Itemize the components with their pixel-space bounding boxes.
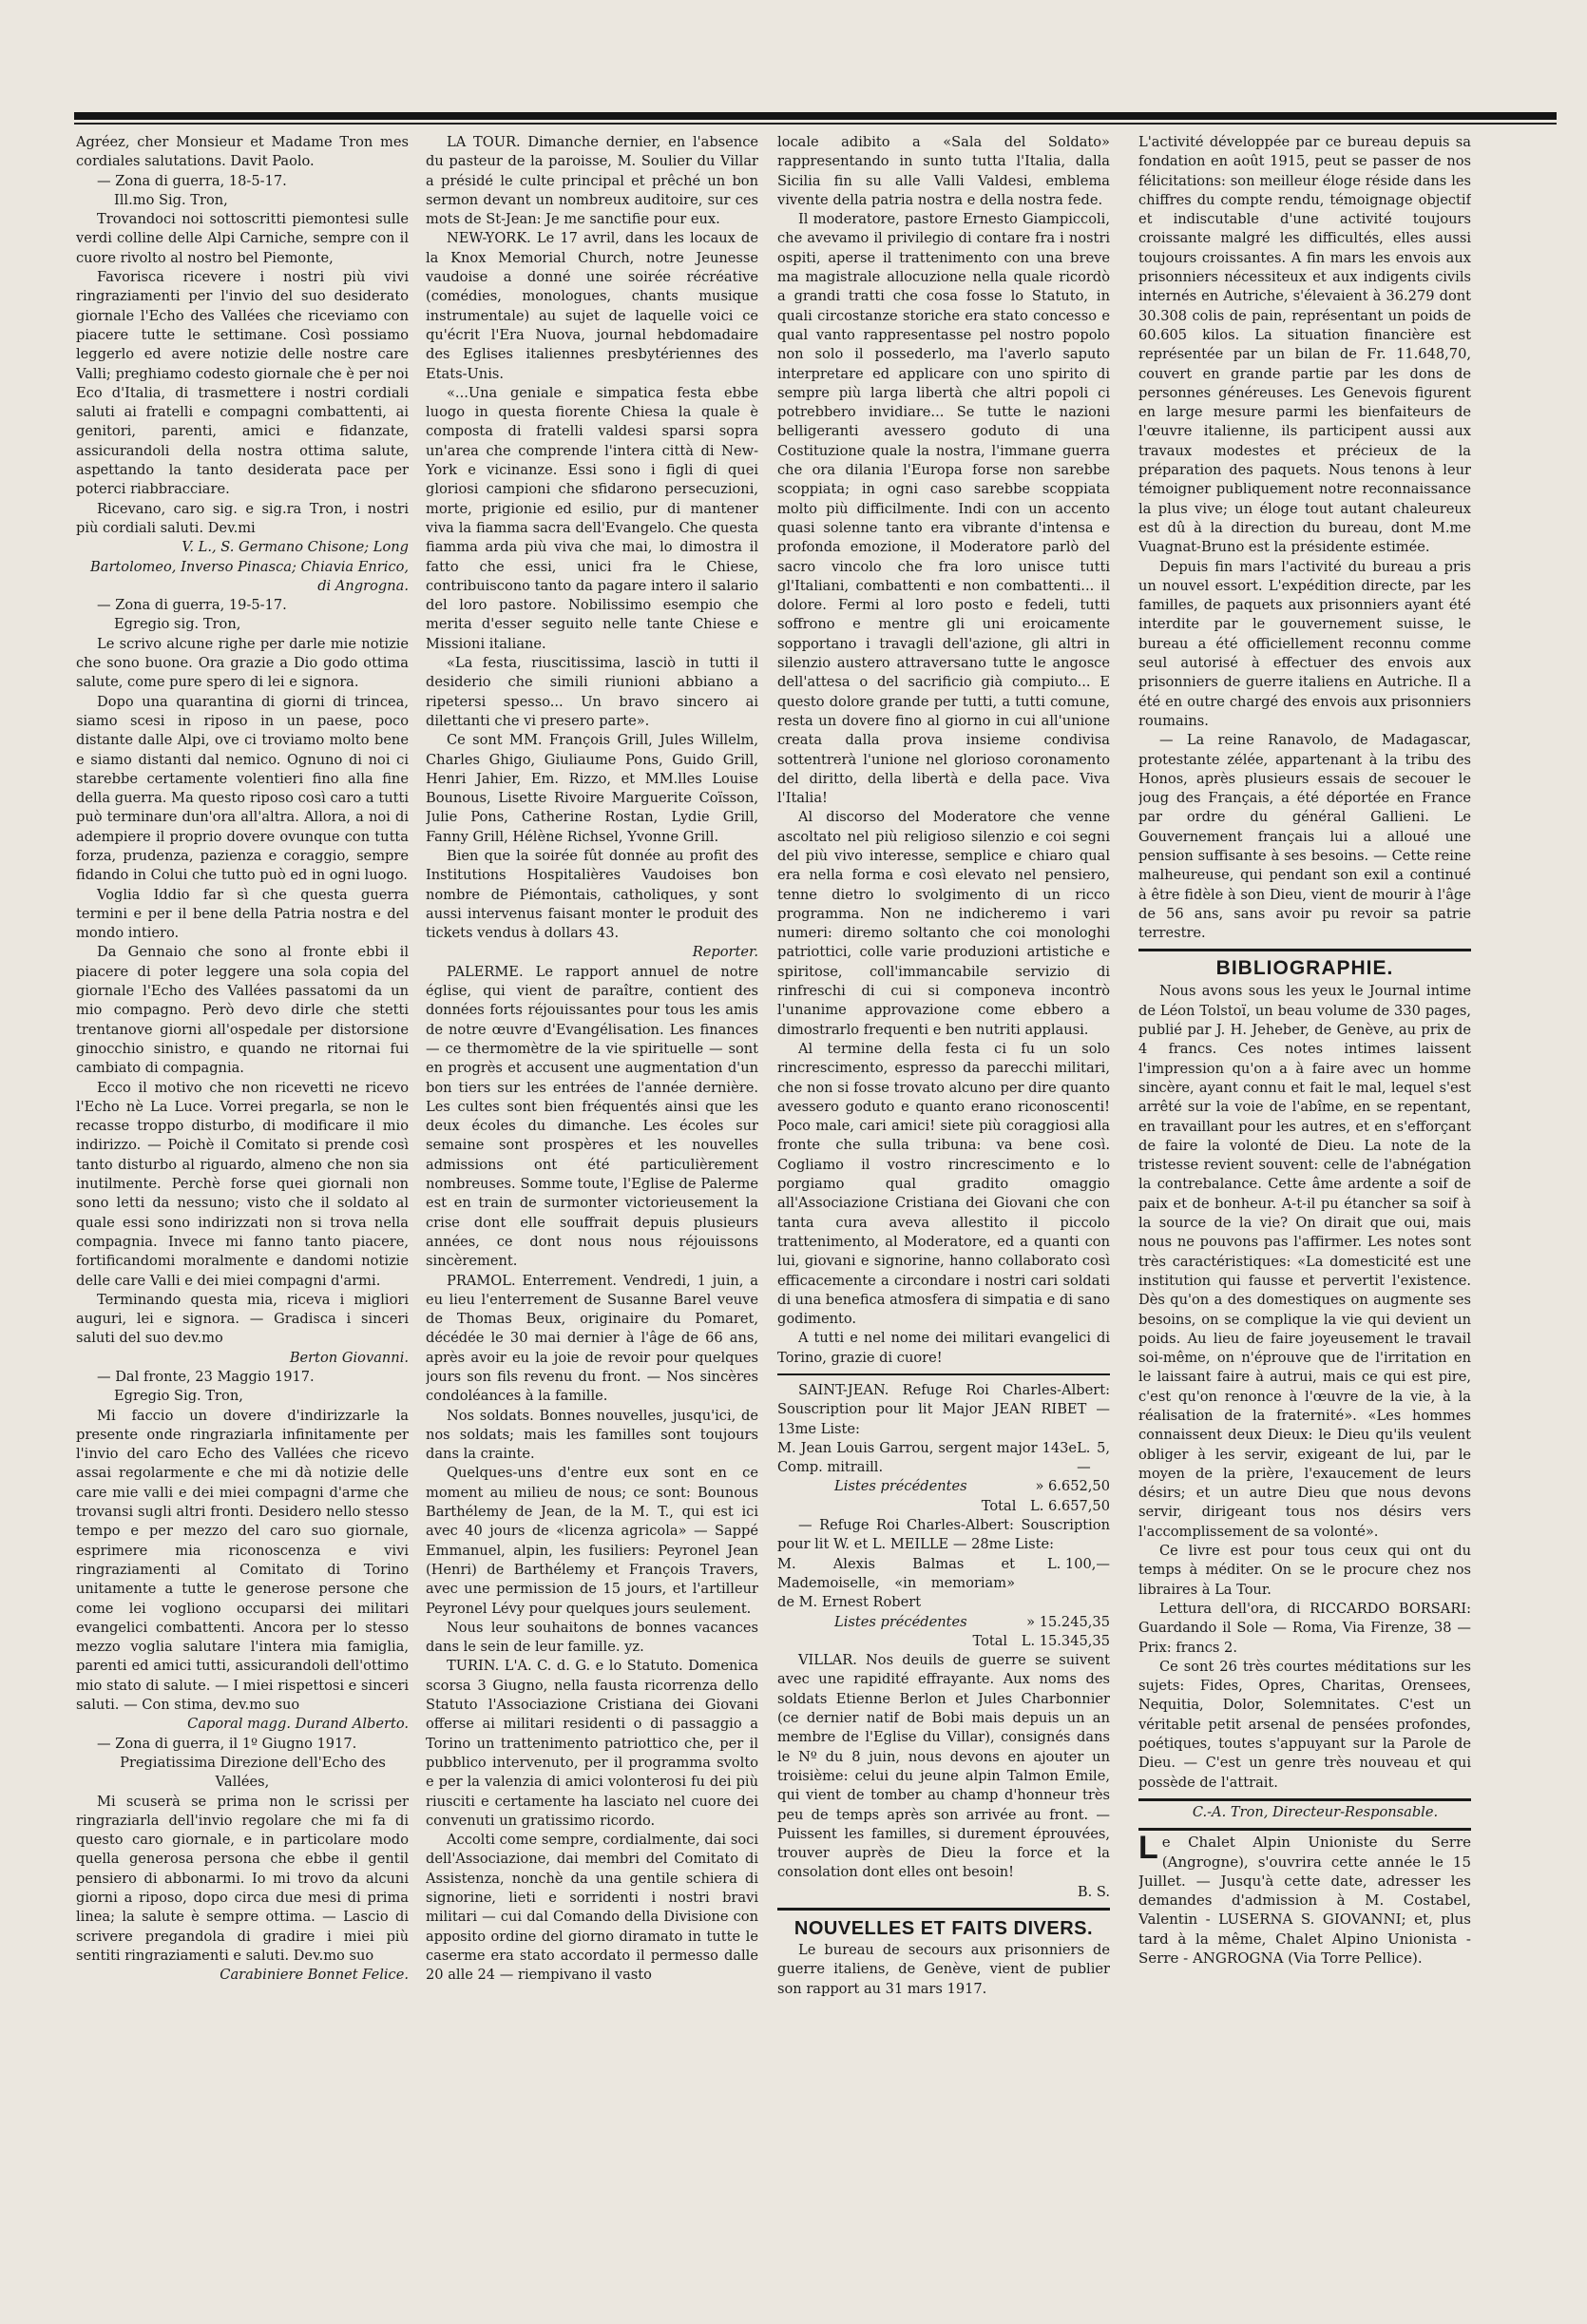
signature: B. S. xyxy=(1077,1883,1110,1900)
salutation: Pregiatissima Direzione dell'Echo des Vallées, xyxy=(120,1754,386,1791)
signature: Reporter. xyxy=(692,944,758,961)
salutation: Egregio Sig. Tron, xyxy=(114,1388,243,1405)
signature: Caporal magg. Durand Alberto. xyxy=(187,1716,409,1733)
paragraph: Nous leur souhaitons de bonnes vacances dans le sein de leur famille. yz. xyxy=(426,1619,758,1656)
paragraph: Ce livre est pour tous ceux qui ont du temps à méditer. On se le procure chez nos libraires à La Tour. xyxy=(1138,1543,1471,1598)
paragraph: Trovandoci noi sottoscritti piemontesi sulle verdi colline delle Alpi Carniche, sempre con il cuore rivolto al nostro bel Piemonte, xyxy=(76,211,409,266)
news-item-la-tour: LA TOUR. Dimanche dernier, en l'absence du pasteur de la paroisse, M. Soulier du Villar a présidé le culte principal et prêché un bon sermon devant un nombreux auditoire, sur ces mots de St-Jean: Je me sanctifie pour eux. xyxy=(426,134,758,228)
paragraph: A tutti e nel nome dei militari evangelici di Torino, grazie di cuore! xyxy=(777,1330,1110,1366)
quote-paragraph: «...Una geniale e simpatica festa ebbe luogo in questa fiorente Chiesa la quale è composta di fratelli valdesi sparsi sopra un'area che comprende l'intera città di New-York e vicinanze. Essi sono i figli di quei gloriosi campioni che sfidarono persecuzioni, morte, prigionie ed esilio, pur di mantener viva la fiamma sacra dell'Evangelo. Che questa fiamma arda più viva che mai, lo dimostra il fatto che essi, unici fra le Chiese, contribuiscono tanto da pagare intero il salario del loro pastore. Nobilissimo esempio che merita d'esser seguito nelle tante Chiese e Missioni italiane. xyxy=(426,384,758,652)
salutation: Egregio sig. Tron, xyxy=(114,616,241,633)
editor-line: C.-A. Tron, Directeur-Responsable. xyxy=(1192,1803,1439,1820)
section-title-nouvelles: NOUVELLES ET FAITS DIVERS. xyxy=(777,1908,1110,1941)
subscription-row xyxy=(777,1613,1110,1632)
paragraph: — La reine Ranavolo, de Madagascar, protestante zélée, appartenant à la tribu des Honos, après plusieurs essais de secouer le joug des Français, a été déportée en France par ordre du général Gallieni. Le Gouvernement français lui a alloué une pension suffisante à ses besoins. — Cette reine malheureuse, qui pendant son exil a continué à être fidèle à son Dieu, vient de mourir à l'âge de 56 ans, sans avoir pu revoir sa patrie terrestre. xyxy=(1138,732,1471,942)
paragraph: Agréez, cher Monsieur et Madame Tron mes cordiales salutations. Davit Paolo. xyxy=(76,134,409,170)
subscription-total xyxy=(777,1497,1110,1516)
notice-text: e Chalet Alpin Unioniste du Serre (Angrogne), s'ouvrira cette année le 15 Juillet. — Jusqu'à cette date, adresser les demandes d'admission à M. Costabel, Valentin - LUSERNA S. GIOVANNI; et, plus tard à la même, Chalet Alpino Unionista - Serre - ANGROGNA (Via Torre Pellice). xyxy=(1138,1834,1471,1968)
divider xyxy=(1138,1828,1471,1831)
paragraph: Favorisca ricevere i nostri più vivi ringraziamenti per l'invio del suo desiderato giornale l'Echo des Vallées che riceviamo con piacere tutte le settimane. Così possiamo leggerlo ed avere notizie delle nostre care Valli; preghiamo codesto giornale che è per noi Eco d'Italia, di trasmettere i nostri cordiali saluti ai fratelli e compagni combattenti, ai genitori, parenti, amici e fidanzate, assicurandoli della nostra ottima salute, aspettando la tanto desiderata pace per poterci riabbracciare. xyxy=(76,269,409,498)
subscription-row xyxy=(777,1555,1110,1613)
paragraph: Le scrivo alcune righe per darle mie notizie che sono buone. Ora grazie a Dio godo ottima salute, come pure spero di lei e signora. xyxy=(76,635,409,691)
row-value: » 15.245,35 xyxy=(1026,1613,1110,1630)
paragraph: Depuis fin mars l'activité du bureau a pris un nouvel essort. L'expédition directe, par les familles, de paquets aux prisonniers ayant été interdite par le gouvernement suisse, le bureau a été officiellement reconnu comme seul autorisé à effectuer des envois aux prisonniers de guerre italiens en Autriche. Il a été en outre chargé des envois aux prisonniers roumains. xyxy=(1138,558,1471,729)
subscription-total xyxy=(777,1632,1110,1651)
divider xyxy=(777,1373,1110,1375)
paragraph: locale adibito a «Sala del Soldato» rappresentando in sunto tutta l'Italia, dalla Sicilia fin su alle Valli Valdesi, emblema vivente della patria nostra e della nostra fede. xyxy=(777,134,1110,208)
paragraph: Ce sont MM. François Grill, Jules Willelm, Charles Ghigo, Giuliaume Pons, Guido Grill, Henri Jahier, Em. Rizzo, et MM.lles Louise Bounous, Lisette Rivoire Marguerite Coïsson, Julie Pons, Catherine Rostan, Lydie Grill, Fanny Grill, Hélène Richsel, Yvonne Grill. xyxy=(426,732,758,845)
news-item-palerme: PALERME. Le rapport annuel de notre église, qui vient de paraître, contient des données forts réjouissantes pour tous les amis de notre œuvre d'Evangélisation. Les finances — ce thermomètre de la vie spirituelle — sont en progrès et accusent une augmentation d'un bon tiers sur les entrées de l'année dernière. Les cultes sont bien fréquentés ainsi que les deux écoles du dimanche. Les écoles sur semaine sont prospères et les nouvelles admissions ont été particulièrement nombreuses. Somme toute, l'Eglise de Palerme est en train de surmonter victorieusement la crise dont elle souffrait depuis plusieurs années, ce dont nous nous réjouissons sincèrement. xyxy=(426,963,758,1270)
paragraph: Lettura dell'ora, di RICCARDO BORSARI: Guardando il Sole — Roma, Via Firenze, 38 — Prix: francs 2. xyxy=(1138,1600,1471,1656)
drop-cap: L xyxy=(1138,1830,1158,1867)
paragraph: Quelques-uns d'entre eux sont en ce moment au milieu de nous; ce sont: Bounous Barthélemy de Jean, de la M. T., qui est ici avec 40 jours de «licenza agricola» — Sappé Emmanuel, alpin, les fusiliers: Peyronel Jean (Henri) de Barthélemy et François Travers, avec une permission de 15 jours, et l'artilleur Peyronel Lévy pour quelques jours seulement. xyxy=(426,1465,758,1617)
subscription-row xyxy=(777,1439,1110,1478)
dateline: — Dal fronte, 23 Maggio 1917. xyxy=(97,1369,315,1385)
subscription-head: SAINT-JEAN. Refuge Roi Charles-Albert: Souscription pour lit Major JEAN RIBET — 13me Liste: xyxy=(777,1382,1110,1437)
subscription-row xyxy=(777,1477,1110,1496)
paragraph: Nous avons sous les yeux le Journal intime de Léon Tolstoï, un beau volume de 330 pages, publié par J. H. Jeheber, de Genève, au prix de 4 francs. Ces notes intimes laissent l'impression qu'on a à faire avec un homme sincère, ayant connu et fait le mal, lequel s'est arrêté sur la voie de l'abîme, en se repentant, en travaillant pour les autres, et en s'efforçant de faire la volonté de Dieu. La note de la tristesse revient souvent: celle de l'abnégation la contrebalance. Cette âme ardente a soif de paix et de bonheur. A-t-il pu étancher sa soif à la source de la vie? On dirait que oui, mais nous ne pouvons pas l'affirmer. Les notes sont très caractéristiques: «La domesticité est une institution qui fausse et pervertit l'existence. Dès qu'on a des domestiques on augmente ses besoins, on se complique la vie qui devient un poids. Au lieu de faire joyeusement le travail soi-même, on n'éprouve que de l'irritation en le laissant faire à autrui, mais ce qui est pire, c'est qu'on renonce à l'œuvre de la vie, à la réalisation de la fraternité». «Les hommes connaissent deux Dieux: le Dieu qu'ils veulent obliger à les servir, exigeant de lui, par le moyen de la prière, l'exaucement de leurs désirs; et un autre Dieu que nous devons servir, dirigeant tous nos désirs vers l'accomplissement de sa volonté». xyxy=(1138,983,1471,1540)
paragraph: Da Gennaio che sono al fronte ebbi il piacere di poter leggere una sola copia del giornale l'Echo des Vallées passatomi da un mio compagno. Però devo dirle che stetti trentanove giorni all'ospedale per distorsione ginocchio sinistro, e quando ne ritornai fui cambiato di compagnia. xyxy=(76,944,409,1077)
paragraph: Ce sont 26 très courtes méditations sur les sujets: Fides, Opres, Charitas, Orensees, Nequitia, Dolor, Solemnitates. C'est un véritable petit arsenal de pensées profondes, poétiques, toutes s'appuyant sur la Parole de Dieu. — C'est un genre très nouveau et qui possède de l'attrait. xyxy=(1138,1658,1471,1791)
total-value: L. 6.657,50 xyxy=(1030,1497,1110,1514)
total-label: Total xyxy=(981,1497,1017,1514)
paragraph: Terminando questa mia, riceva i migliori auguri, lei e signora. — Gradisca i sinceri saluti del suo dev.mo xyxy=(76,1291,409,1347)
row-value: » 6.652,50 xyxy=(1035,1478,1110,1495)
paragraph: Al termine della festa ci fu un solo rincrescimento, espresso da parecchi militari, che non si fosse trovato alcuno per dire quanto avessero goduto e quanto erano riconoscenti! Poco male, cari amici! siete più coraggiosi alla fronte che sulla tribuna: va bene così. Cogliamo il vostro rincrescimento e lo porgiamo qual gradito omaggio all'Associazione Cristiana dei Giovani che con tanta cura aveva allestito il piccolo trattenimento, al Moderatore, ed a quanti con lui, giovani e signorine, hanno collaborato così efficacemente a circondare i nostri cari soldati di una benefica atmosfera di simpatia e di sano godimento. xyxy=(777,1040,1110,1328)
salutation: Ill.mo Sig. Tron, xyxy=(114,191,228,208)
row-label: Listes précédentes xyxy=(834,1478,967,1495)
divider xyxy=(1138,1798,1471,1801)
dateline: — Zona di guerra, 18-5-17. xyxy=(97,172,287,189)
paragraph: Nos soldats. Bonnes nouvelles, jusqu'ici, de nos soldats; mais les familles sont toujours dans la crainte. xyxy=(426,1407,758,1463)
subscription-head: — Refuge Roi Charles-Albert: Souscription pour lit W. et L. MEILLE — 28me Liste: xyxy=(777,1517,1110,1553)
signature: Carabiniere Bonnet Felice. xyxy=(220,1967,409,1984)
dateline: — Zona di guerra, il 1º Giugno 1917. xyxy=(97,1735,357,1752)
paragraph: Dopo una quarantina di giorni di trincea, siamo scesi in riposo in un paese, poco distante dalle Alpi, ove ci troviamo molto bene e siamo distanti dal nemico. Ognuno di noi ci starebbe certamente volentieri fino alla fine della guerra. Ma questo riposo così caro a tutti può terminare dun'ora all'altra. Allora, a noi di adempiere il proprio dovere ovunque con tutta forza, prudenza, pazienza e coraggio, sempre fidando in Colui che tutto può ed in ogni luogo. xyxy=(76,693,409,884)
news-item-pramol: PRAMOL. Enterrement. Vendredi, 1 juin, a eu lieu l'enterrement de Susanne Barel veuve de Thomas Beux, originaire du Pomaret, décédée le 30 mai dernier à l'âge de 66 ans, après avoir eu la joie de revoir pour quelques jours son fils revenu du front. — Nos sincères condoléances à la famille. xyxy=(426,1272,758,1405)
paragraph: Accolti come sempre, cordialmente, dai soci dell'Associazione, dai membri del Comitato di Assistenza, nonchè da una gentile schiera di signorine, lieti e sorridenti i nostri bravi militari — cui dal Comando della Divisione con apposito ordine del giorno diramato in tutte le caserme era stato accordato il permesso dalle 20 alle 24 — riempivano il vasto xyxy=(426,1832,758,1984)
quote-paragraph: «La festa, riuscitissima, lasciò in tutti il desiderio che simili riunioni abbiano a ripetersi spesso... Un bravo sincero ai dilettanti che vi presero parte». xyxy=(426,655,758,729)
paragraph: Ricevano, caro sig. e sig.ra Tron, i nostri più cordiali saluti. Dev.mi xyxy=(76,500,409,536)
paragraph: Al discorso del Moderatore che venne ascoltato nel più religioso silenzio e coi segni del più vivo interesse, semplice e chiaro qual era nella forma e così elevato nel pensiero, tenne dietro lo svolgimento di un ricco programma. Non ne indicheremo i vari numeri: diremo soltanto che coi monologhi patriottici, colle varie produzioni artistiche e spiritose, coll'immancabile servizio di rinfreschi di cui si componeva incontrò l'unanime approvazione come ebbero a dimostrarlo frequenti e ben nutriti applausi. xyxy=(777,809,1110,1038)
paragraph: Le bureau de secours aux prisonniers de guerre italiens, de Genève, vient de publier son rapport au 31 mars 1917. xyxy=(777,1942,1110,1997)
row-label: Listes précédentes xyxy=(834,1613,967,1630)
top-rule xyxy=(74,112,1557,120)
signature: V. L., S. Germano Chisone; Long Bartolomeo, Inverso Pinasca; Chiavia Enrico, di Angrogna. xyxy=(90,539,409,594)
row-label: M. Jean Louis Garrou, sergent major 143e Comp. mitraill. xyxy=(777,1439,1078,1476)
total-label: Total xyxy=(972,1632,1008,1649)
row-label: M. Alexis Balmas et Mademoiselle, «in memoriam» de M. Ernest Robert xyxy=(777,1555,1015,1611)
paragraph: Ecco il motivo che non ricevetti ne ricevo l'Echo nè La Luce. Vorrei pregarla, se non le recasse troppo disturbo, di modificare il mio indirizzo. — Poichè il Comitato si prende così tanto disturbo al riguardo, almeno che non sia inutilmente. Perchè forse quei giornali non sono letti da nessuno; visto che il soldato al quale essi sono indirizzati non si trova nella compagnia. Invece mi fanno tanto piacere, fortificandomi moralmente e dandomi notizie delle care Valli e dei miei compagni d'armi. xyxy=(76,1079,409,1289)
paragraph: Voglia Iddio far sì che questa guerra termini e per il bene della Patria nostra e del mondo intiero. xyxy=(76,886,409,942)
paragraph: Mi scuserà se prima non le scrissi per ringraziarla dell'invio regolare che mi fa di questo caro giornale, e in particolare modo quella generosa persona che ebbe il gentil pensiero di abbonarmi. Io mi trovo da alcuni giorni a riposo, dopo circa due mesi di prima linea; la salute è sempre ottima. — Lascio di scrivere pregandola di gradire i miei più sentiti ringraziamenti e saluti. Dev.mo suo xyxy=(76,1793,409,1964)
news-item-villar: VILLAR. Nos deuils de guerre se suivent avec une rapidité effrayante. Aux noms des soldats Etienne Berlon et Jules Charbonnier (ce dernier natif de Bobi mais depuis un an membre de l'Eglise du Villar), consignés dans le Nº du 8 juin, nous devons en ajouter un troisième: celui du jeune alpin Talmon Emile, qui vient de tomber au champ d'honneur très peu de temps après son arrivée au front. — Puissent les familles, si durement éprouvées, trouver auprès de Dieu la force et la consolation dont elles ont besoin! xyxy=(777,1652,1110,1881)
column-2 xyxy=(426,133,758,2248)
chalet-notice xyxy=(1138,1830,1471,1968)
column-1 xyxy=(76,133,409,2248)
section-title-bibliographie: BIBLIOGRAPHIE. xyxy=(1138,949,1471,982)
signature: Berton Giovanni. xyxy=(289,1349,409,1366)
paragraph: L'activité développée par ce bureau depuis sa fondation en août 1915, peut se passer de nos félicitations: son meilleur éloge réside dans les chiffres du compte rendu, témoignage objectif et indiscutable d'une activité toujours croissante malgré les difficultés, elles aussi toujours croissantes. A fin mars les envois aux prisonniers nécessiteux et aux indigents civils internés en Autriche, s'élevaient à 36.279 dont 30.308 colis de pain, représentant un poids de 60.605 kilos. La situation financière est représentée par un bilan de Fr. 11.648,70, couvert en grande partie par les dons de personnes généreuses. Les Genevois figurent en large mesure parmi les bienfaiteurs de l'œuvre italienne, ils participent aussi aux travaux modestes et précieux de la préparation des paquets. Nous tenons à leur témoigner publiquement notre reconnaissance la plus vive; un éloge tout autant chaleureux est dû à la direction du bureau, dont M.me Vuagnat-Bruno est la présidente estimée. xyxy=(1138,134,1471,556)
row-value: L. 5,— xyxy=(1077,1439,1110,1476)
paragraph: Il moderatore, pastore Ernesto Giampiccoli, che avevamo il privilegio di contare fra i nostri ospiti, aperse il trattenimento con una breve ma magistrale allocuzione nella quale ricordò a grandi tratti che cosa fosse lo Statuto, in quali circostanze storiche era stato concesso e qual vanto rappresentasse pel nostro popolo non solo il possederlo, ma l'averlo saputo interpretare ed applicare con uno spirito di sempre più larga libertà che altri popoli ci potrebbero invidiare... Se tutte le nazioni belligeranti avessero goduto di una Costituzione quale la nostra, l'immane guerra che ora dilania l'Europa forse non sarebbe scoppiata; in ogni caso sarebbe scoppiata molto più difficilmente. Indi con un accento quasi solenne tanto era vibrante d'intensa e profonda emozione, il Moderatore parlò del sacro vincolo che fra loro unisce tutti gl'Italiani, combattenti e non combattenti... il dolore. Fermi al loro posto e fedeli, tutti soffrono e mentre gli uni eroicamente sopportano i travagli dell'azione, gli altri in silenzio austero attraversano tutte le angosce dell'attesa o del sacrificio già compiuto... E questo dolore grande per tutti, a tutti comune, resta un dovere fino al giorno in cui all'unione creata dalla prova insieme condivisa sottentrerà l'unione nel glorioso coronamento del diritto, della libertà e della pace. Viva l'Italia! xyxy=(777,211,1110,807)
column-4 xyxy=(1138,133,1471,2248)
news-item-new-york: NEW-YORK. Le 17 avril, dans les locaux de la Knox Memorial Church, notre Jeunesse vaudoise a donné une soirée récréative (comédies, monologues, chants musique instrumentale) au sujet de laquelle voici ce qu'écrit l'Era Nuova, journal hebdomadaire des Eglises italiennes presbytériennes des Etats-Unis. xyxy=(426,230,758,382)
paragraph: Bien que la soirée fût donnée au profit des Institutions Hospitalières Vaudoises bon nombre de Piémontais, catholiques, y sont aussi intervenus faisant monter le produit des tickets vendus à dollars 43. xyxy=(426,847,758,942)
news-item-turin: TURIN. L'A. C. d. G. e lo Statuto. Domenica scorsa 3 Giugno, nella fausta ricorrenza dello Statuto l'Associazione Cristiana dei Giovani offerse ai militari residenti o di passaggio a Torino un trattenimento patriottico che, per il pubblico intervenuto, per il programma svolto e per la valenzia di amici volonterosi fu dei più riusciti e certamente ha lasciato nel cuore dei convenuti un gratissimo ricordo. xyxy=(426,1658,758,1829)
paragraph: Mi faccio un dovere d'indirizzarle la presente onde ringraziarla infinitamente per l'invio del caro Echo des Vallées che ricevo assai regolarmente e che mi dà notizie delle care mie valli e dei miei compagni d'arme che trovansi sugli altri fronti. Desidero nello stesso tempo e per mezzo del caro suo giornale, esprimere mia riconoscenza e vivi ringraziamenti al Comitato di Torino unitamente a tutte le generose persone che come lei vogliono occuparsi dei militari evangelici combattenti. Ancora per lo stesso mezzo voglia salutare l'intera mia famiglia, parenti ed amici tutti, assicurandoli dell'ottimo mio stato di salute. — I miei rispettosi e sinceri saluti. — Con stima, dev.mo suo xyxy=(76,1407,409,1714)
column-3 xyxy=(777,133,1110,2248)
total-value: L. 15.345,35 xyxy=(1021,1632,1110,1649)
dateline: — Zona di guerra, 19-5-17. xyxy=(97,597,287,614)
row-value: L. 100,— xyxy=(1046,1555,1110,1572)
